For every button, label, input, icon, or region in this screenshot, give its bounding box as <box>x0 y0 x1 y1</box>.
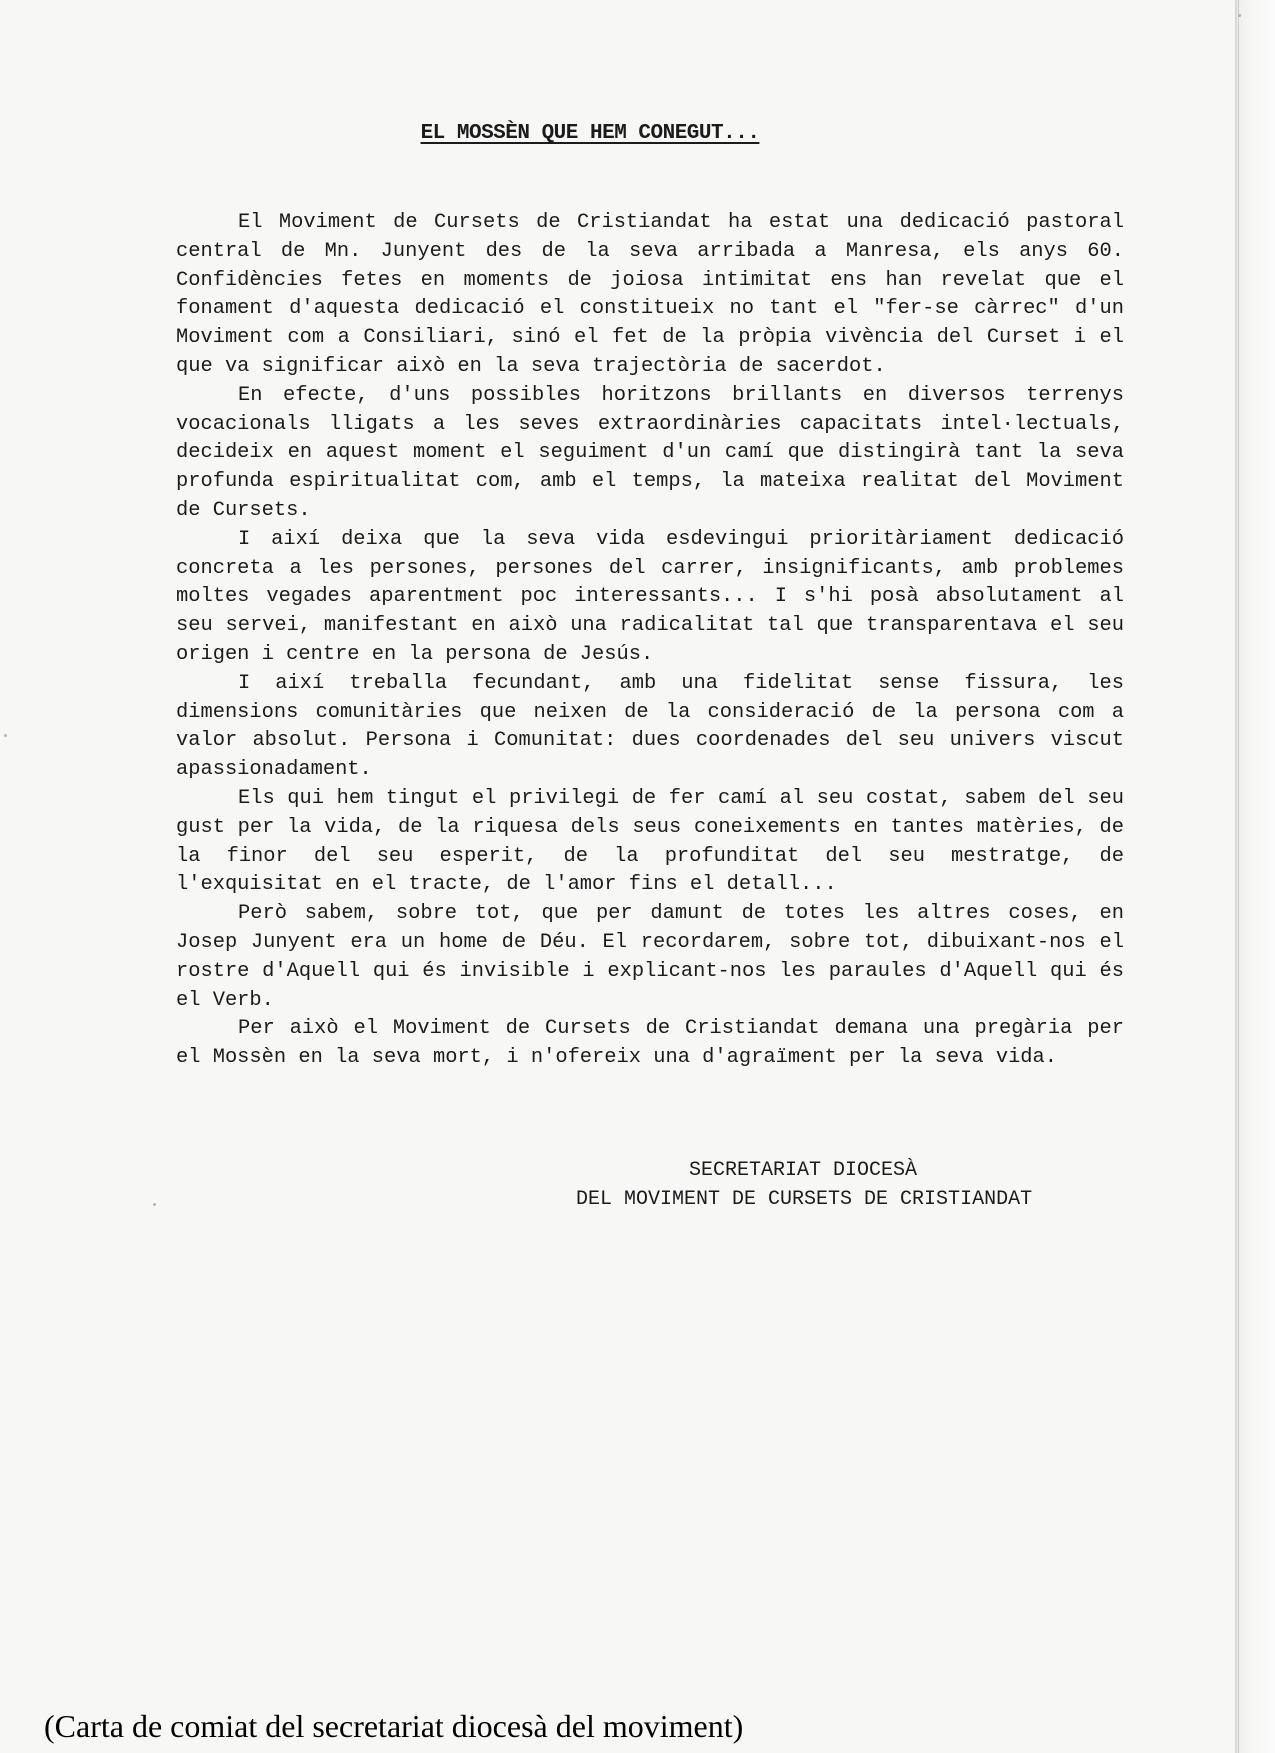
scan-speck <box>1238 14 1241 17</box>
paragraph: En efecte, d'uns possibles horitzons brillants en diversos terrenys vocacionals lligats a les seves extraordinàries capacitats intel·lectuals, decideix en aquest moment el seguiment d'un camí que distingirà tant la seva profunda espiritualitat com, amb el temps, la mateixa realitat del Moviment de Cursets. <box>176 383 1124 522</box>
paper-edge <box>1235 0 1275 1753</box>
scan-speck <box>153 1203 156 1206</box>
signature-line-2: DEL MOVIMENT DE CURSETS DE CRISTIANDAT <box>576 1187 1033 1211</box>
scan-speck <box>4 734 7 737</box>
paper-edge-line <box>1238 0 1239 1753</box>
image-caption: (Carta de comiat del secretariat diocesà del moviment) <box>44 1708 744 1744</box>
paragraph: Els qui hem tingut el privilegi de fer camí al seu costat, sabem del seu gust per la vida, de la riquesa dels seus coneixements en tantes matèries, de la finor del seu esperit, de la profunditat del seu mestratge, de l'exquisitat en el tracte, de l'amor fins el detall... <box>176 786 1124 897</box>
paragraph: I així deixa que la seva vida esdevingui prioritàriament dedicació concreta a les persones, persones del carrer, insignificants, amb problemes moltes vegades aparentment poc interessants... I s'hi posà absolutament al seu servei, manifestant en això una radicalitat tal que transparentava el seu origen i centre en la persona de Jesús. <box>176 527 1124 666</box>
document-title <box>0 122 1275 145</box>
signature-line-1: SECRETARIAT DIOCESÀ <box>689 1159 918 1182</box>
paragraph: I així treballa fecundant, amb una fidelitat sense fissura, les dimensions comunitàries que neixen de la consideració de la persona com a valor absolut. Persona i Comunitat: dues coordenades del seu univers viscut apassionadament. <box>176 671 1124 782</box>
title-text: EL MOSSÈN QUE HEM CONEGUT... <box>420 122 760 145</box>
signature-block <box>576 1157 1056 1214</box>
paragraph: El Moviment de Cursets de Cristiandat ha estat una dedicació pastoral central de Mn. Junyent des de la seva arribada a Manresa, els anys 60. Confidències fetes en moments de joiosa intimitat ens han revelat que el fonament d'aquesta dedicació el constitueix no tant el "fer-se càrrec" d'un Moviment com a Consiliari, sinó el fet de la pròpia vivència del Curset i el que va significar això en la seva trajectòria de sacerdot. <box>176 211 1124 378</box>
paragraph: Però sabem, sobre tot, que per damunt de totes les altres coses, en Josep Junyent era un home de Déu. El recordarem, sobre tot, dibuixant-nos el rostre d'Aquell qui és invisible i explicant-nos les paraules d'Aquell qui és el Verb. <box>176 902 1124 1012</box>
letter-body <box>176 209 1124 1073</box>
paragraph: Per això el Moviment de Cursets de Cristiandat demana una pregària per el Mossèn en la seva mort, i n'ofereix una d'agraïment per la seva vida. <box>176 1017 1124 1070</box>
